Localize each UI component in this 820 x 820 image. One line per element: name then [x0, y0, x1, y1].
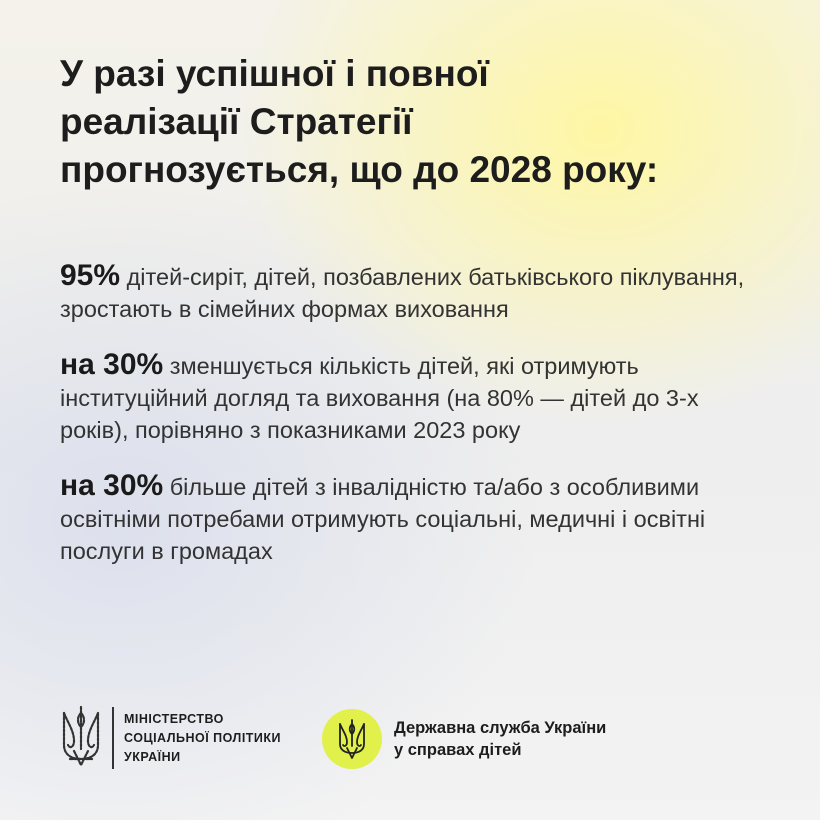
ministry-name-line-1: МІНІСТЕРСТВО — [124, 711, 224, 726]
trident-emblem-icon — [60, 705, 102, 771]
title-line-2: реалізації Стратегії — [60, 101, 413, 142]
forecast-text: зменшується кількість дітей, які отримують інституційний догляд та виховання (на 80% — дітей до 3-х років), порівняно з показниками 2023 року — [60, 353, 699, 443]
service-name — [394, 717, 606, 761]
forecast-list — [60, 260, 760, 591]
footer-logos — [60, 705, 760, 775]
page-title — [60, 50, 780, 194]
trident-emblem-icon — [337, 718, 367, 760]
forecast-highlight: на 30% — [60, 469, 164, 502]
title-line-1: У разі успішної і повної — [60, 53, 489, 94]
ministry-logo — [60, 705, 281, 771]
forecast-text: дітей-сиріт, дітей, позбавлених батьківського піклування, зростають в сімейних формах виховання — [60, 264, 745, 322]
forecast-highlight: на 30% — [60, 348, 164, 381]
forecast-highlight: 95% — [60, 259, 121, 292]
ministry-name-line-3: УКРАЇНИ — [124, 749, 181, 764]
ministry-name — [124, 710, 281, 767]
children-service-logo — [322, 709, 606, 769]
forecast-item-community-services — [60, 470, 760, 567]
forecast-item-family-care — [60, 260, 760, 325]
forecast-text: більше дітей з інвалідністю та/або з особливими освітніми потребами отримують соціальні, медичні і освітні послуги в громадах — [60, 474, 706, 564]
service-emblem-circle — [322, 709, 382, 769]
service-name-line-2: у справах дітей — [394, 741, 522, 759]
title-line-3: прогнозується, що до 2028 року: — [60, 149, 659, 190]
ministry-name-line-2: СОЦІАЛЬНОЇ ПОЛІТИКИ — [124, 730, 282, 745]
forecast-item-institutional-care — [60, 349, 760, 446]
ministry-divider — [112, 707, 114, 769]
service-name-line-1: Державна служба України — [394, 719, 607, 737]
